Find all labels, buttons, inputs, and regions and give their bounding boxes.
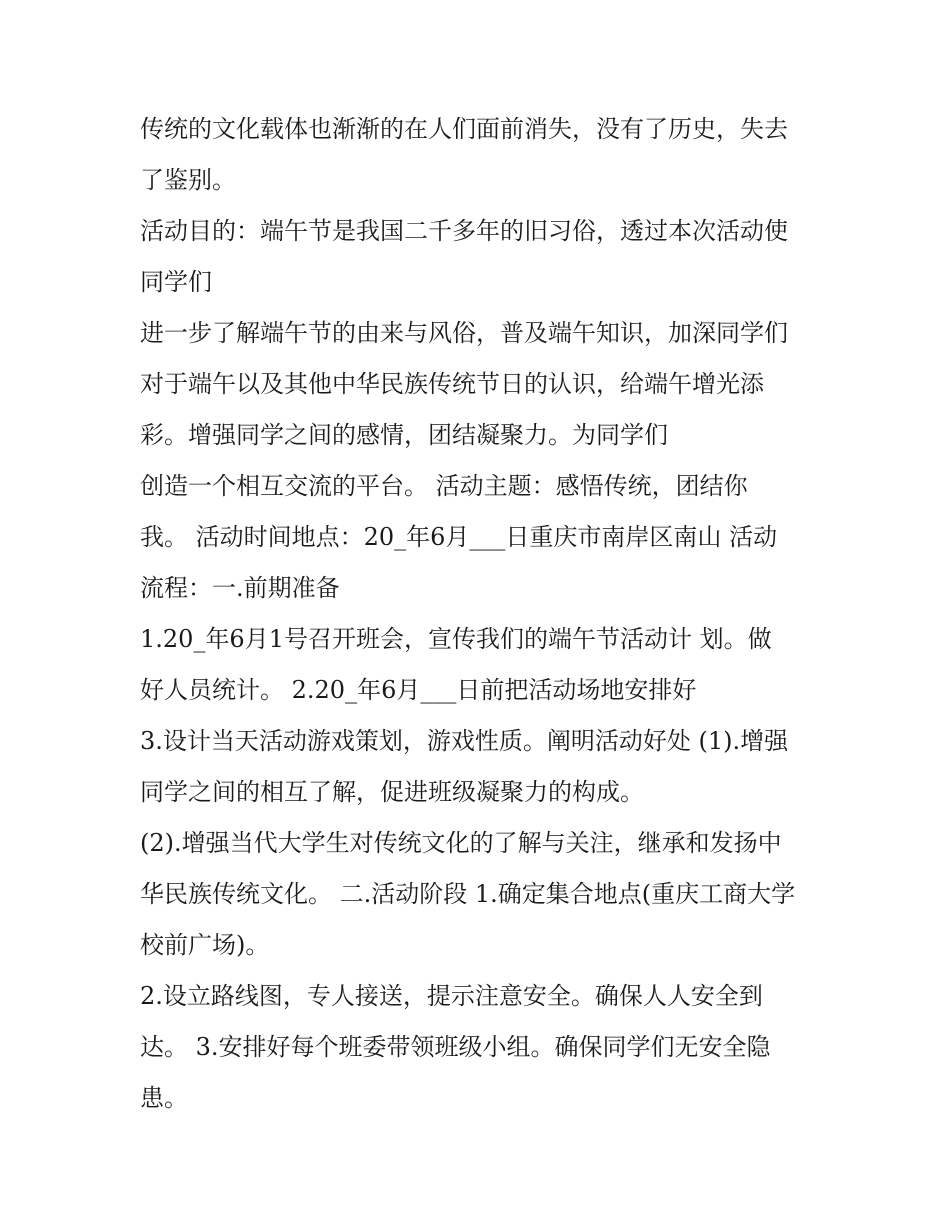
text-line: 传统的文化载体也渐渐的在人们面前消失，没有了历史，失去 bbox=[140, 115, 788, 143]
text-line: 2.设立路线图，专人接送，提示注意安全。确保人人安全到 bbox=[140, 982, 763, 1010]
text-line: (2).增强当代大学生对传统文化的了解与关注，继承和发扬中 bbox=[140, 829, 782, 857]
text-line: 了鉴别。 bbox=[140, 166, 236, 194]
text-line: 1.20_年6月1号召开班会，宣传我们的端午节活动计 划。做 bbox=[140, 625, 772, 653]
text-line: 彩。增强同学之间的感情，团结凝聚力。为同学们 bbox=[140, 421, 668, 449]
text-line: 进一步了解端午节的由来与风俗，普及端午知识，加深同学们 bbox=[140, 319, 788, 347]
text-line: 对于端午以及其他中华民族传统节日的认识，给端午增光添 bbox=[140, 370, 764, 398]
text-line: 3.设计当天活动游戏策划，游戏性质。阐明活动好处 (1).增强 bbox=[140, 727, 789, 755]
text-line: 我。 活动时间地点：20_年6月___日重庆市南岸区南山 活动 bbox=[140, 523, 778, 551]
text-line: 流程：一.前期准备 bbox=[140, 574, 340, 602]
text-line: 活动目的：端午节是我国二千多年的旧习俗，透过本次活动使 bbox=[140, 217, 788, 245]
body-text bbox=[140, 104, 840, 1124]
text-line: 华民族传统文化。 二.活动阶段 1.确定集合地点(重庆工商大学 bbox=[140, 880, 796, 908]
text-line: 达。 3.安排好每个班委带领班级小组。确保同学们无安全隐 bbox=[140, 1033, 771, 1061]
text-line: 好人员统计。 2.20_年6月___日前把活动场地安排好 bbox=[140, 676, 697, 704]
text-line: 创造一个相互交流的平台。 活动主题：感悟传统，团结你 bbox=[140, 472, 748, 500]
text-line: 同学之间的相互了解，促进班级凝聚力的构成。 bbox=[140, 778, 644, 806]
text-line: 患。 bbox=[140, 1084, 188, 1112]
text-line: 校前广场)。 bbox=[140, 931, 270, 959]
text-line: 同学们 bbox=[140, 268, 212, 296]
